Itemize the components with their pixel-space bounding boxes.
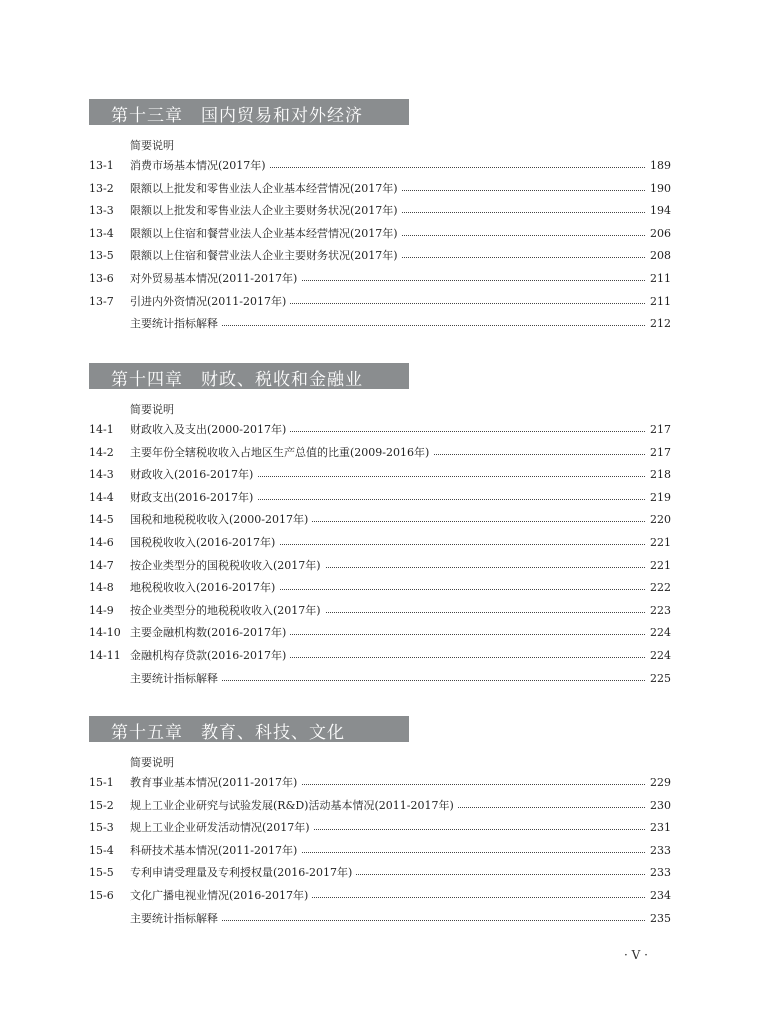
toc-entry[interactable] [89,625,671,647]
entry-number: 13-1 [89,159,114,172]
entry-page-number: 206 [647,226,671,242]
toc-entry[interactable] [89,648,671,670]
chapter-title: 第十四章 财政、税收和金融业 [111,370,363,390]
chapter-bar [89,99,409,125]
entry-title: 消费市场基本情况(2017年) [130,158,270,174]
entry-number: 15-1 [89,776,114,789]
entry-title: 限额以上批发和零售业法人企业基本经营情况(2017年) [130,181,402,197]
entry-page-number: 223 [647,603,671,619]
chapter-bar [89,716,409,742]
toc-entry[interactable] [89,422,671,444]
entry-number: 14-3 [89,468,114,482]
entry-number: 14-2 [89,445,114,459]
entry-number: 14-6 [89,536,114,549]
chapter-intro-link[interactable]: 简要说明 [130,756,174,769]
entry-number: 14-9 [89,603,114,617]
entry-title: 地税税收收入(2016-2017年) [130,580,279,596]
entry-page-number: 208 [647,248,671,264]
entry-title: 专利申请受理量及专利授权量(2016-2017年) [130,865,356,881]
chapter-13-header [89,99,409,125]
toc-entry[interactable] [89,512,671,534]
toc-entry[interactable] [89,158,671,180]
entry-number: 14-10 [89,626,121,640]
entry-title: 科研技术基本情况(2011-2017年) [130,843,301,859]
entry-page-number: 233 [647,865,671,881]
chapter-bar [89,363,409,389]
entry-number: 13-4 [89,226,114,240]
toc-entry[interactable] [89,248,671,270]
entry-page-number: 230 [647,798,671,814]
entry-number: 14-4 [89,490,114,504]
entry-number: 14-11 [89,649,121,662]
entry-page-number: 234 [647,888,671,904]
toc-entry[interactable] [89,820,671,842]
toc-entry[interactable] [89,467,671,489]
toc-entry[interactable] [89,226,671,248]
toc-entry[interactable] [89,843,671,865]
toc-entry[interactable] [89,775,671,797]
toc-entry[interactable] [89,865,671,887]
entry-page-number: 217 [647,445,671,461]
toc-entry[interactable] [89,271,671,293]
toc-entry[interactable] [89,558,671,580]
entry-page-number: 211 [647,271,671,287]
toc-entry[interactable] [89,294,671,316]
entry-title: 国税和地税税收收入(2000-2017年) [130,512,312,528]
toc-entry[interactable] [89,181,671,203]
entry-number: 13-7 [89,294,114,308]
entry-number: 14-8 [89,581,114,595]
entry-number: 15-3 [89,821,114,835]
toc-entry[interactable] [89,671,671,693]
entry-title: 主要统计指标解释 [130,316,222,332]
entry-page-number: 224 [647,625,671,641]
chapter-intro-link[interactable]: 简要说明 [130,403,174,416]
chapter-15-header [89,716,409,742]
entry-title: 金融机构存贷款(2016-2017年) [130,648,290,664]
entry-number: 13-3 [89,204,114,218]
entry-page-number: 222 [647,580,671,596]
entry-title: 财政收入(2016-2017年) [130,467,257,483]
entry-title: 引进内外资情况(2011-2017年) [130,294,290,310]
entry-title: 对外贸易基本情况(2011-2017年) [130,271,301,287]
entry-title: 规上工业企业研发活动情况(2017年) [130,820,314,836]
entry-page-number: 233 [647,843,671,859]
toc-entry[interactable] [89,203,671,225]
chapter-14-header [89,363,409,389]
entry-title: 主要金融机构数(2016-2017年) [130,625,290,641]
entry-title: 限额以上住宿和餐营业法人企业基本经营情况(2017年) [130,226,402,242]
toc-entry[interactable] [89,911,671,933]
entry-number: 14-7 [89,558,114,572]
chapter-title: 第十三章 国内贸易和对外经济 [111,106,363,126]
entry-page-number: 231 [647,820,671,836]
toc-entry[interactable] [89,580,671,602]
entry-title: 国税税收收入(2016-2017年) [130,535,279,551]
toc-entry[interactable] [89,798,671,820]
entry-title: 财政支出(2016-2017年) [130,490,257,506]
entry-title: 主要统计指标解释 [130,911,222,927]
entry-page-number: 212 [647,316,671,332]
entry-title: 主要统计指标解释 [130,671,222,687]
entry-title: 按企业类型分的国税税收收入(2017年) [130,558,325,574]
entry-number: 15-2 [89,798,114,812]
entry-number: 14-1 [89,423,114,436]
entry-page-number: 224 [647,648,671,664]
entry-title: 主要年份全辖税收收入占地区生产总值的比重(2009-2016年) [130,445,433,461]
entry-number: 15-5 [89,866,114,880]
entry-page-number: 218 [647,467,671,483]
entry-page-number: 235 [647,911,671,927]
entry-page-number: 189 [647,158,671,174]
toc-entry[interactable] [89,316,671,338]
entry-title: 规上工业企业研究与试验发展(R&D)活动基本情况(2011-2017年) [130,798,458,814]
entry-number: 15-4 [89,843,114,857]
entry-page-number: 211 [647,294,671,310]
entry-title: 限额以上批发和零售业法人企业主要财务状况(2017年) [130,203,402,219]
toc-entry[interactable] [89,603,671,625]
entry-page-number: 221 [647,535,671,551]
toc-entry[interactable] [89,445,671,467]
entry-page-number: 217 [647,422,671,438]
entry-number: 14-5 [89,513,114,527]
entry-page-number: 190 [647,181,671,197]
toc-entry[interactable] [89,535,671,557]
chapter-title: 第十五章 教育、科技、文化 [111,723,345,743]
entry-page-number: 229 [647,775,671,791]
entry-number: 13-6 [89,272,114,285]
entry-number: 13-5 [89,249,114,263]
entry-page-number: 194 [647,203,671,219]
entry-page-number: 225 [647,671,671,687]
page-folio: · V · [624,948,648,962]
entry-title: 教育事业基本情况(2011-2017年) [130,775,301,791]
toc-entry[interactable] [89,888,671,910]
entry-page-number: 220 [647,512,671,528]
entry-title: 限额以上住宿和餐营业法人企业主要财务状况(2017年) [130,248,402,264]
entry-number: 15-6 [89,889,114,902]
entry-page-number: 221 [647,558,671,574]
entry-title: 按企业类型分的地税税收收入(2017年) [130,603,325,619]
entry-page-number: 219 [647,490,671,506]
toc-entry[interactable] [89,490,671,512]
chapter-intro-link[interactable]: 简要说明 [130,139,174,152]
entry-number: 13-2 [89,181,114,195]
entry-title: 财政收入及支出(2000-2017年) [130,422,290,438]
entry-title: 文化广播电视业情况(2016-2017年) [130,888,312,904]
